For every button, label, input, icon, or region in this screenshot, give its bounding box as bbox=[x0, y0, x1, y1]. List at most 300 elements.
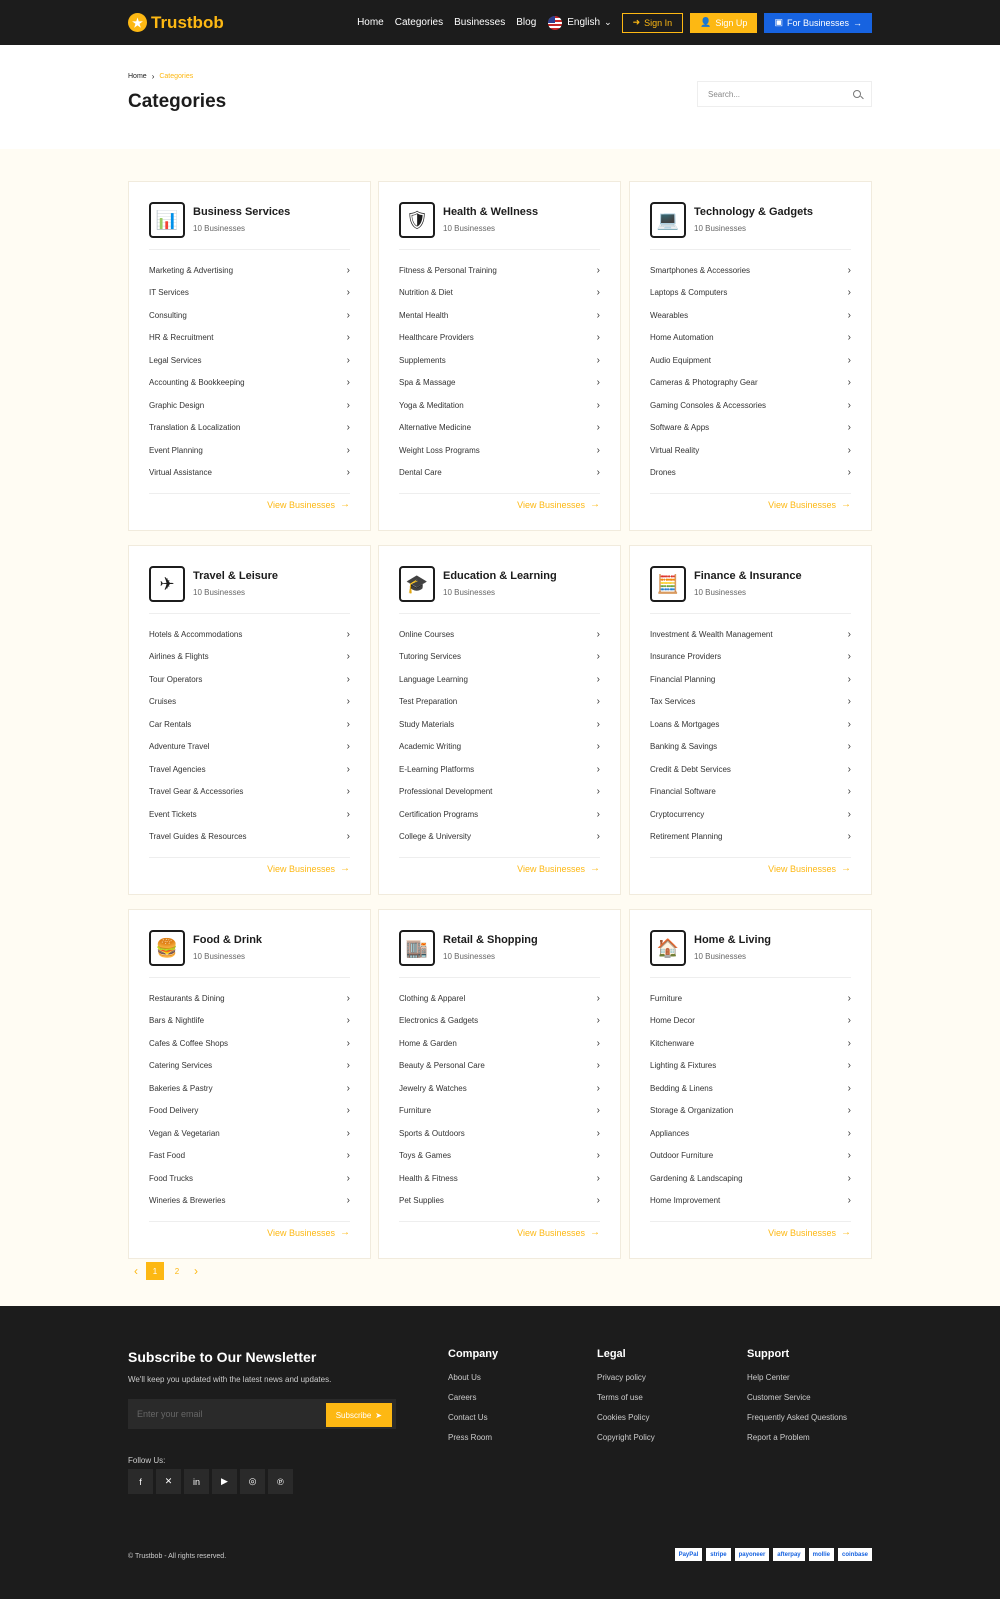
subcategory-item[interactable] bbox=[399, 627, 600, 641]
subcategory-label: Healthcare Providers bbox=[399, 333, 474, 342]
subcategory-label: Bars & Nightlife bbox=[149, 1016, 205, 1025]
subcategory-item[interactable] bbox=[149, 331, 350, 345]
chevron-right-icon: › bbox=[596, 1105, 600, 1116]
category-header bbox=[650, 566, 851, 613]
view-businesses-link[interactable] bbox=[768, 863, 851, 874]
subcategory-item[interactable] bbox=[399, 466, 600, 480]
category-card bbox=[378, 909, 621, 1259]
subcategory-item[interactable] bbox=[399, 717, 600, 731]
chevron-right-icon: › bbox=[346, 444, 350, 456]
subcategory-item[interactable] bbox=[650, 717, 851, 731]
chevron-right-icon: › bbox=[596, 444, 600, 456]
divider bbox=[650, 857, 851, 858]
subcategory-label: Online Courses bbox=[399, 629, 455, 639]
subcategory-item[interactable] bbox=[399, 1081, 600, 1095]
chevron-right-icon: › bbox=[847, 628, 851, 640]
category-card bbox=[128, 545, 371, 895]
subcategory-label: Legal Services bbox=[149, 355, 202, 365]
subcategory-item[interactable] bbox=[399, 398, 600, 412]
category-title[interactable]: Health & Wellness bbox=[443, 206, 539, 218]
category-title[interactable]: Home & Living bbox=[694, 934, 772, 946]
subcategory-item[interactable] bbox=[650, 443, 851, 457]
subcategory-item[interactable] bbox=[399, 830, 600, 844]
subcategory-label: Event Tickets bbox=[149, 809, 197, 819]
subcategory-item[interactable] bbox=[650, 1059, 851, 1073]
footer-col-title: Company bbox=[448, 1348, 499, 1360]
footer-link[interactable]: Cookies Policy bbox=[597, 1413, 650, 1422]
subcategory-label: Home Improvement bbox=[650, 1196, 721, 1205]
chevron-right-icon: › bbox=[596, 287, 600, 298]
user-plus-icon: 👤 bbox=[700, 17, 712, 27]
subcategory-item[interactable] bbox=[650, 762, 851, 776]
view-businesses-label: View Businesses bbox=[517, 1227, 585, 1238]
subcategory-label: Fast Food bbox=[149, 1151, 186, 1160]
category-count: 10 Businesses bbox=[694, 224, 747, 233]
social-links bbox=[128, 1469, 296, 1494]
subcategory-item[interactable] bbox=[399, 695, 600, 709]
chevron-right-icon: › bbox=[346, 309, 350, 321]
view-businesses-link[interactable] bbox=[267, 863, 350, 874]
category-title[interactable]: Education & Learning bbox=[443, 570, 557, 582]
subcategory-label: Home Automation bbox=[650, 333, 714, 342]
newsletter-title: Subscribe to Our Newsletter bbox=[128, 1349, 317, 1365]
chevron-right-icon: › bbox=[596, 332, 600, 343]
footer-col-title: Legal bbox=[597, 1348, 626, 1360]
subcategory-item[interactable] bbox=[399, 443, 600, 457]
subcategory-item[interactable] bbox=[149, 1036, 350, 1050]
divider bbox=[650, 977, 851, 978]
categories-grid bbox=[0, 149, 1000, 1306]
subcategory-label: Food Delivery bbox=[149, 1106, 199, 1115]
subcategory-label: Airlines & Flights bbox=[149, 652, 209, 661]
chevron-right-icon: › bbox=[847, 1037, 851, 1049]
paper-plane-icon: ➤ bbox=[375, 1410, 382, 1420]
subcategory-label: Storage & Organization bbox=[650, 1106, 734, 1115]
subcategory-item[interactable] bbox=[399, 785, 600, 799]
chevron-right-icon: › bbox=[596, 1060, 600, 1071]
view-businesses-link[interactable] bbox=[517, 499, 600, 510]
chevron-right-icon: › bbox=[596, 808, 600, 820]
language-select[interactable] bbox=[548, 16, 611, 30]
category-title[interactable]: Business Services bbox=[193, 206, 291, 218]
subcategory-label: Drones bbox=[650, 468, 676, 477]
stripe-logo: stripe bbox=[706, 1548, 730, 1561]
subcategory-item[interactable] bbox=[650, 785, 851, 799]
chevron-right-icon: › bbox=[346, 264, 350, 276]
subcategory-label: HR & Recruitment bbox=[149, 333, 214, 342]
chevron-right-icon: › bbox=[596, 1127, 600, 1139]
subcategory-item[interactable] bbox=[399, 1014, 600, 1028]
subcategory-label: Kitchenware bbox=[650, 1038, 695, 1048]
subcategory-item[interactable] bbox=[149, 991, 350, 1005]
category-header bbox=[650, 202, 851, 249]
subcategory-label: Sports & Outdoors bbox=[399, 1128, 465, 1138]
chevron-right-icon: › bbox=[847, 808, 851, 820]
arrow-right-icon: → bbox=[340, 1227, 350, 1238]
category-count: 10 Businesses bbox=[193, 224, 246, 233]
view-businesses-link[interactable] bbox=[517, 1227, 600, 1238]
nav-blog[interactable]: Blog bbox=[516, 17, 537, 28]
chevron-right-icon: › bbox=[596, 1172, 600, 1184]
divider bbox=[650, 493, 851, 494]
subcategory-label: Jewelry & Watches bbox=[399, 1083, 467, 1093]
subcategory-label: Bakeries & Pastry bbox=[149, 1083, 213, 1093]
subcategory-item[interactable] bbox=[149, 376, 350, 390]
star-logo-icon: ★ bbox=[128, 13, 147, 32]
subcategory-label: Loans & Mortgages bbox=[650, 719, 720, 729]
chevron-right-icon: › bbox=[847, 1105, 851, 1116]
subcategory-item[interactable] bbox=[650, 466, 851, 480]
subcategory-label: Financial Planning bbox=[650, 674, 716, 684]
subcategory-item[interactable] bbox=[149, 1104, 350, 1118]
subcategory-label: Virtual Reality bbox=[650, 445, 700, 455]
logo[interactable] bbox=[128, 13, 224, 33]
search-icon[interactable] bbox=[853, 90, 861, 98]
email-field[interactable] bbox=[128, 1399, 396, 1429]
view-businesses-label: View Businesses bbox=[267, 863, 335, 874]
chevron-right-icon: › bbox=[596, 651, 600, 662]
subcategory-label: Wineries & Breweries bbox=[149, 1196, 226, 1205]
chevron-right-icon: › bbox=[847, 992, 851, 1004]
category-header bbox=[650, 930, 851, 977]
subcategory-item[interactable] bbox=[149, 627, 350, 641]
subcategory-item[interactable] bbox=[149, 1059, 350, 1073]
divider bbox=[399, 857, 600, 858]
subcategory-label: Smartphones & Accessories bbox=[650, 265, 751, 275]
chevron-right-icon: › bbox=[346, 628, 350, 640]
chevron-right-icon: › bbox=[596, 628, 600, 640]
subcategory-label: Weight Loss Programs bbox=[399, 445, 480, 455]
subcategory-item[interactable] bbox=[650, 308, 851, 322]
chevron-right-icon: › bbox=[346, 1195, 350, 1206]
subcategory-item[interactable] bbox=[399, 263, 600, 277]
divider bbox=[149, 857, 350, 858]
subcategory-item[interactable] bbox=[650, 1036, 851, 1050]
footer-link[interactable]: Frequently Asked Questions bbox=[747, 1413, 848, 1422]
category-title[interactable]: Retail & Shopping bbox=[443, 934, 538, 946]
category-heading bbox=[193, 930, 262, 961]
arrow-right-icon: → bbox=[590, 499, 600, 510]
subcategory-label: Tax Services bbox=[650, 697, 696, 706]
subcategory-item[interactable] bbox=[650, 1171, 851, 1185]
subcategory-item[interactable] bbox=[149, 308, 350, 322]
page-2[interactable]: 2 bbox=[174, 1266, 180, 1276]
payment-logos bbox=[671, 1548, 872, 1561]
footer-link[interactable]: Customer Service bbox=[747, 1393, 811, 1402]
subcategory-item[interactable] bbox=[650, 398, 851, 412]
subcategory-item[interactable] bbox=[650, 991, 851, 1005]
view-businesses-link[interactable] bbox=[517, 863, 600, 874]
chevron-right-icon: › bbox=[596, 673, 600, 685]
subcategory-item[interactable] bbox=[650, 1104, 851, 1118]
category-title[interactable]: Travel & Leisure bbox=[193, 570, 278, 582]
category-card bbox=[378, 181, 621, 531]
footer-link[interactable]: Press Room bbox=[448, 1433, 493, 1442]
chevron-right-icon: › bbox=[847, 1150, 851, 1161]
subcategory-item[interactable] bbox=[399, 1149, 600, 1163]
subcategory-item[interactable] bbox=[399, 1194, 600, 1208]
view-businesses-label: View Businesses bbox=[267, 1227, 335, 1238]
coinbase-logo: coinbase bbox=[838, 1548, 872, 1561]
subcategory-item[interactable] bbox=[399, 1059, 600, 1073]
subcategory-item[interactable] bbox=[149, 466, 350, 480]
subcategory-item[interactable] bbox=[650, 286, 851, 300]
subcategory-item[interactable] bbox=[399, 762, 600, 776]
subcategory-item[interactable] bbox=[399, 421, 600, 435]
subcategory-item[interactable] bbox=[650, 421, 851, 435]
chevron-right-icon[interactable]: › bbox=[194, 1264, 198, 1278]
subcategory-label: Restaurants & Dining bbox=[149, 993, 225, 1003]
subcategory-item[interactable] bbox=[149, 353, 350, 367]
subcategory-item[interactable] bbox=[650, 830, 851, 844]
subcategory-item[interactable] bbox=[149, 398, 350, 412]
chevron-right-icon: › bbox=[847, 444, 851, 456]
subcategory-item[interactable] bbox=[149, 1014, 350, 1028]
chevron-right-icon: › bbox=[596, 1082, 600, 1094]
subcategory-label: Toys & Games bbox=[399, 1151, 452, 1160]
footer-link[interactable]: Privacy policy bbox=[597, 1373, 646, 1382]
subcategory-item[interactable] bbox=[149, 830, 350, 844]
subcategory-item[interactable] bbox=[399, 991, 600, 1005]
chevron-right-icon: › bbox=[346, 467, 350, 478]
category-title[interactable]: Food & Drink bbox=[193, 934, 263, 946]
paypal-logo: PayPal bbox=[675, 1548, 703, 1561]
view-businesses-link[interactable] bbox=[768, 1227, 851, 1238]
chevron-right-icon: › bbox=[596, 1150, 600, 1161]
category-header bbox=[399, 202, 600, 249]
subcategory-item[interactable] bbox=[650, 740, 851, 754]
page-1[interactable]: 1 bbox=[146, 1262, 164, 1280]
subcategory-item[interactable] bbox=[650, 650, 851, 664]
category-title[interactable]: Technology & Gadgets bbox=[694, 206, 813, 218]
divider bbox=[399, 613, 600, 614]
subcategory-item[interactable] bbox=[650, 1081, 851, 1095]
subcategory-item[interactable] bbox=[149, 695, 350, 709]
subcategory-item[interactable] bbox=[650, 331, 851, 345]
subcategory-label: Event Planning bbox=[149, 445, 203, 455]
subcategory-label: Audio Equipment bbox=[650, 355, 711, 365]
chevron-right-icon: › bbox=[346, 422, 350, 433]
subcategory-item[interactable] bbox=[399, 672, 600, 686]
subcategory-item[interactable] bbox=[149, 1126, 350, 1140]
chevron-right-icon: › bbox=[847, 1195, 851, 1206]
chevron-right-icon: › bbox=[346, 1082, 350, 1094]
breadcrumb-home[interactable]: Home bbox=[128, 73, 147, 80]
chevron-left-icon[interactable]: ‹ bbox=[134, 1264, 138, 1278]
search-input[interactable] bbox=[697, 81, 872, 107]
chevron-right-icon: › bbox=[346, 377, 350, 388]
view-businesses-label: View Businesses bbox=[768, 863, 836, 874]
subcategory-item[interactable] bbox=[399, 740, 600, 754]
category-heading bbox=[694, 566, 802, 597]
subcategory-item[interactable] bbox=[399, 1036, 600, 1050]
chevron-right-icon: › bbox=[346, 1037, 350, 1049]
subcategory-item[interactable] bbox=[149, 807, 350, 821]
subcategory-label: Graphic Design bbox=[149, 400, 205, 410]
subcategory-item[interactable] bbox=[650, 672, 851, 686]
subcategory-label: E-Learning Platforms bbox=[399, 764, 475, 774]
subscribe-button[interactable] bbox=[326, 1403, 392, 1427]
nav-businesses[interactable]: Businesses bbox=[454, 17, 506, 28]
subcategory-item[interactable] bbox=[149, 1149, 350, 1163]
for-businesses-label: For Businesses bbox=[786, 17, 849, 28]
chevron-right-icon: › bbox=[346, 763, 350, 775]
footer-link[interactable]: Copyright Policy bbox=[597, 1433, 655, 1442]
email-placeholder: Enter your email bbox=[137, 1409, 203, 1419]
subcategory-item[interactable] bbox=[650, 695, 851, 709]
view-businesses-label: View Businesses bbox=[517, 499, 585, 510]
subcategory-item[interactable] bbox=[149, 785, 350, 799]
subcategory-item[interactable] bbox=[650, 627, 851, 641]
subcategory-item[interactable] bbox=[650, 1014, 851, 1028]
chevron-right-icon: › bbox=[596, 741, 600, 752]
chevron-right-icon: › bbox=[847, 1172, 851, 1184]
chevron-right-icon: › bbox=[847, 1015, 851, 1026]
divider bbox=[149, 977, 350, 978]
subcategory-item[interactable] bbox=[149, 263, 350, 277]
subcategory-item[interactable] bbox=[149, 740, 350, 754]
divider bbox=[650, 613, 851, 614]
subcategory-label: Supplements bbox=[399, 355, 446, 365]
arrow-right-icon: → bbox=[853, 17, 862, 28]
subscribe-label: Subscribe bbox=[335, 1410, 372, 1420]
category-heading bbox=[443, 566, 557, 597]
subcategory-item[interactable] bbox=[399, 650, 600, 664]
chevron-right-icon: › bbox=[596, 696, 600, 707]
chevron-right-icon: › bbox=[847, 332, 851, 343]
mollie-logo: mollie bbox=[809, 1548, 834, 1561]
subcategory-item[interactable] bbox=[399, 1171, 600, 1185]
subcategory-label: Dental Care bbox=[399, 468, 442, 477]
subcategory-item[interactable] bbox=[650, 1126, 851, 1140]
for-businesses-button[interactable] bbox=[764, 13, 872, 33]
footer-link[interactable]: About Us bbox=[448, 1373, 481, 1382]
subcategory-item[interactable] bbox=[399, 376, 600, 390]
subcategory-item[interactable] bbox=[149, 443, 350, 457]
subcategory-item[interactable] bbox=[399, 807, 600, 821]
subcategory-label: Cameras & Photography Gear bbox=[650, 378, 758, 387]
subcategory-item[interactable] bbox=[149, 717, 350, 731]
chevron-right-icon: › bbox=[847, 1082, 851, 1094]
subcategory-item[interactable] bbox=[650, 1149, 851, 1163]
subcategory-label: Cafes & Coffee Shops bbox=[149, 1038, 229, 1048]
view-businesses-link[interactable] bbox=[267, 1227, 350, 1238]
sign-in-button[interactable] bbox=[622, 13, 684, 33]
chevron-right-icon: › bbox=[596, 354, 600, 366]
chevron-right-icon: › bbox=[346, 1127, 350, 1139]
subcategory-label: Financial Software bbox=[650, 787, 716, 796]
subcategory-item[interactable] bbox=[650, 263, 851, 277]
subcategory-item[interactable] bbox=[149, 1194, 350, 1208]
chevron-right-icon: › bbox=[346, 1105, 350, 1116]
subcategory-label: Travel Agencies bbox=[149, 764, 206, 774]
divider bbox=[399, 249, 600, 250]
subcategory-item[interactable] bbox=[399, 353, 600, 367]
category-title[interactable]: Finance & Insurance bbox=[694, 570, 802, 582]
category-card bbox=[128, 909, 371, 1259]
footer-link[interactable]: Terms of use bbox=[597, 1393, 643, 1402]
pinterest-icon[interactable]: ℗ bbox=[268, 1469, 293, 1494]
category-count: 10 Businesses bbox=[443, 588, 496, 597]
view-businesses-link[interactable] bbox=[267, 499, 350, 510]
airplane-globe-icon: ✈ bbox=[149, 566, 185, 602]
view-businesses-link[interactable] bbox=[768, 499, 851, 510]
category-card bbox=[629, 181, 872, 531]
footer-link[interactable]: Careers bbox=[448, 1393, 477, 1402]
subcategory-label: Clothing & Apparel bbox=[399, 993, 466, 1003]
chevron-right-icon: › bbox=[596, 422, 600, 433]
footer-link[interactable]: Help Center bbox=[747, 1373, 790, 1382]
page-header bbox=[0, 45, 1000, 149]
subcategory-label: Retirement Planning bbox=[650, 832, 723, 841]
subcategory-item[interactable] bbox=[399, 1126, 600, 1140]
subcategory-label: Fitness & Personal Training bbox=[399, 265, 497, 275]
chevron-right-icon: › bbox=[346, 673, 350, 685]
instagram-icon[interactable]: ◎ bbox=[240, 1469, 265, 1494]
chevron-right-icon: › bbox=[596, 831, 600, 842]
house-family-icon: 🏠 bbox=[650, 930, 686, 966]
subcategory-label: Yoga & Meditation bbox=[399, 400, 464, 410]
nav-categories[interactable]: Categories bbox=[394, 17, 444, 28]
chevron-right-icon: › bbox=[847, 399, 851, 411]
breadcrumb-separator-icon: › bbox=[151, 72, 155, 81]
subcategory-item[interactable] bbox=[149, 672, 350, 686]
subcategory-item[interactable] bbox=[149, 762, 350, 776]
footer-col-title: Support bbox=[747, 1348, 790, 1360]
subcategory-item[interactable] bbox=[149, 1171, 350, 1185]
arrow-right-icon: → bbox=[340, 499, 350, 510]
chevron-right-icon: › bbox=[596, 309, 600, 321]
chevron-right-icon: › bbox=[346, 992, 350, 1004]
linkedin-icon[interactable]: in bbox=[184, 1469, 209, 1494]
arrow-right-icon: → bbox=[841, 863, 851, 874]
subcategory-label: Study Materials bbox=[399, 719, 455, 729]
youtube-icon[interactable]: ▶ bbox=[212, 1469, 237, 1494]
footer-link[interactable]: Report a Problem bbox=[747, 1433, 810, 1442]
facebook-icon[interactable]: f bbox=[128, 1469, 153, 1494]
graduation-books-icon: 🎓 bbox=[399, 566, 435, 602]
chevron-right-icon: › bbox=[596, 786, 600, 797]
subcategory-item[interactable] bbox=[650, 1194, 851, 1208]
subcategory-label: Alternative Medicine bbox=[399, 423, 472, 432]
nav-home[interactable]: Home bbox=[357, 17, 384, 28]
subcategory-item[interactable] bbox=[399, 286, 600, 300]
chevron-right-icon: › bbox=[596, 992, 600, 1004]
chevron-right-icon: › bbox=[596, 399, 600, 411]
footer-link[interactable]: Contact Us bbox=[448, 1413, 488, 1422]
subcategory-item[interactable] bbox=[399, 308, 600, 322]
subcategory-label: Cruises bbox=[149, 697, 177, 706]
subcategory-item[interactable] bbox=[650, 376, 851, 390]
subcategory-item[interactable] bbox=[650, 807, 851, 821]
subcategory-label: Cryptocurrency bbox=[650, 809, 705, 819]
subcategory-item[interactable] bbox=[149, 286, 350, 300]
x-twitter-icon[interactable]: ✕ bbox=[156, 1469, 181, 1494]
subcategory-item[interactable] bbox=[149, 650, 350, 664]
subcategory-item[interactable] bbox=[399, 331, 600, 345]
site-footer bbox=[0, 1306, 1000, 1599]
subcategory-item[interactable] bbox=[149, 1081, 350, 1095]
subcategory-item[interactable] bbox=[149, 421, 350, 435]
sign-up-button[interactable] bbox=[690, 13, 757, 33]
divider bbox=[399, 977, 600, 978]
laptop-gear-icon: 💻 bbox=[650, 202, 686, 238]
subcategory-item[interactable] bbox=[650, 353, 851, 367]
subcategory-item[interactable] bbox=[399, 1104, 600, 1118]
subcategory-label: Food Trucks bbox=[149, 1173, 194, 1183]
footer-col-support bbox=[747, 1348, 847, 1453]
chevron-right-icon: › bbox=[596, 718, 600, 730]
